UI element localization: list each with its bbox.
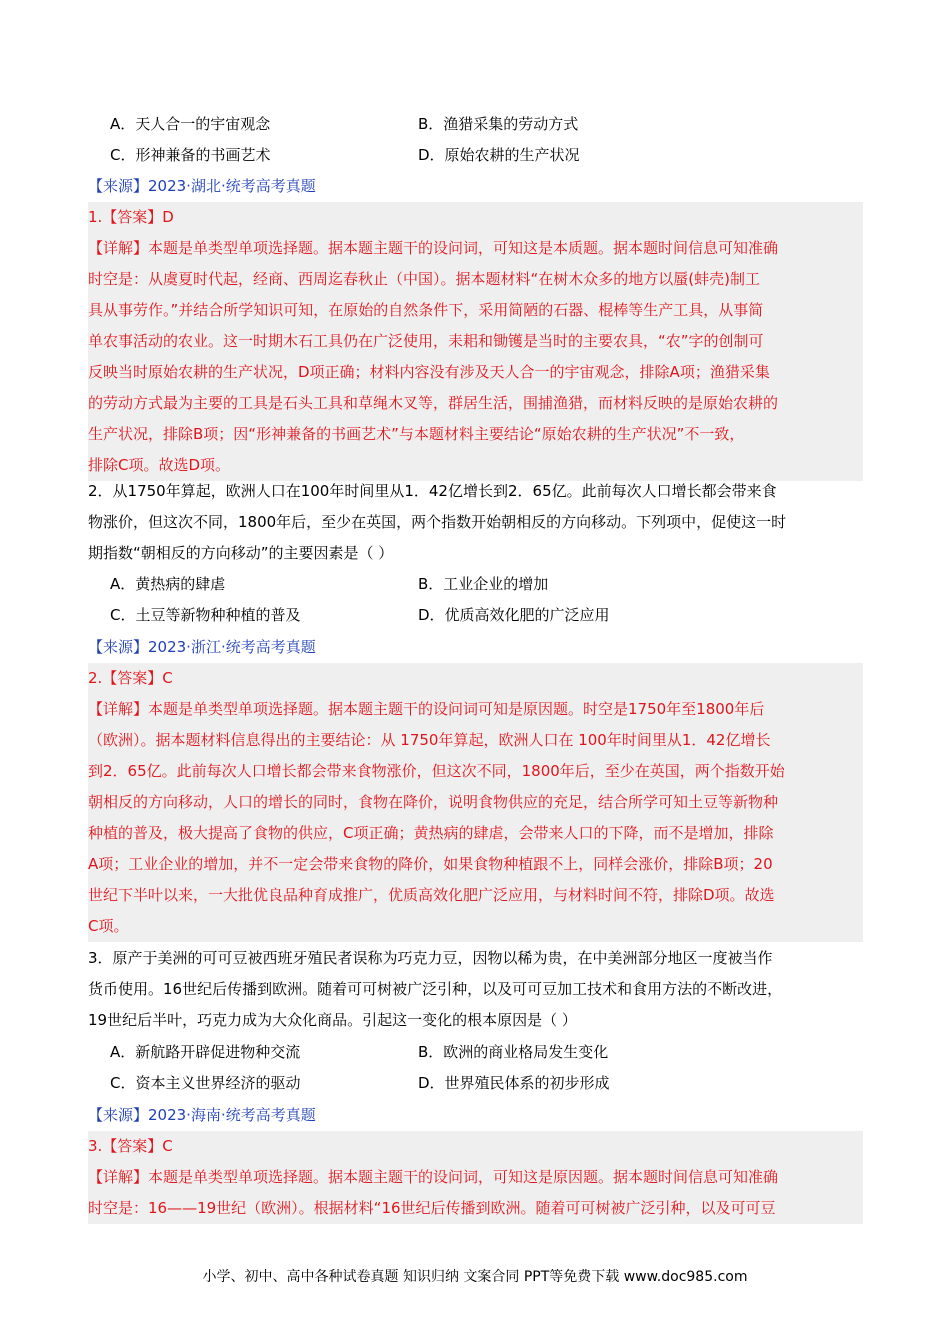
- q2-explanation-line: 世纪下半叶以来，一大批优良品种育成推广，优质高效化肥广泛应用，与材料时间不符，排除D项。故选: [88, 886, 775, 904]
- q1-explanation-line: 排除C项。故选D项。: [88, 456, 231, 474]
- q1-options: [110, 109, 870, 171]
- q3-explanation-line: 【详解】本题是单类型单项选择题。据本题主题干的设问词，可知这是原因题。据本题时间信息可知准确: [88, 1168, 779, 1186]
- q2-explanation-line: （欧洲）。据本题材料信息得出的主要结论：从 1750年算起，欧洲人口在 100年时间里从1．42亿增长: [88, 731, 771, 749]
- q3-answer-label: 3.【答案】C: [88, 1137, 173, 1155]
- q3-stem: [88, 943, 863, 1036]
- q1-option-b[interactable]: B．渔猎采集的劳动方式: [418, 115, 579, 133]
- q3-option-c[interactable]: C．资本主义世界经济的驱动: [110, 1074, 301, 1092]
- q2-answer-label: 2.【答案】C: [88, 669, 173, 687]
- q2-explanation-line: 朝相反的方向移动，人口的增长的同时，食物在降价，说明食物供应的充足，结合所学可知土豆等新物种: [88, 793, 779, 811]
- q3-stem-line: 19世纪后半叶，巧克力成为大众化商品。引起这一变化的根本原因是（ ）: [88, 1011, 577, 1029]
- q3-stem-line: 3．原产于美洲的可可豆被西班牙殖民者误称为巧克力豆，因物以稀为贵，在中美洲部分地区一度被当作: [88, 949, 773, 967]
- q2-stem-line: 物涨价，但这次不同，1800年后，至少在英国，两个指数开始朝相反的方向移动。下列项中，促使这一时: [88, 513, 787, 531]
- q1-option-a[interactable]: A．天人合一的宇宙观念: [110, 115, 271, 133]
- q2-option-c[interactable]: C．土豆等新物种种植的普及: [110, 606, 301, 624]
- option-row: [110, 1037, 870, 1068]
- q1-explanation-line: 单农事活动的农业。这一时期木石工具仍在广泛使用，耒耜和锄镬是当时的主要农具，“农”字的创制可: [88, 332, 764, 350]
- option-row: [110, 600, 870, 631]
- q2-option-b[interactable]: B．工业企业的增加: [418, 575, 549, 593]
- q2-option-a[interactable]: A．黄热病的肆虐: [110, 575, 226, 593]
- q3-explanation-line: 时空是：16——19世纪（欧洲）。根据材料“16世纪后传播到欧洲。随着可可树被广泛引种，以及可可豆: [88, 1199, 776, 1217]
- q1-explanation-line: 反映当时原始农耕的生产状况，D项正确；材料内容没有涉及天人合一的宇宙观念，排除A项；渔猎采集: [88, 363, 770, 381]
- q3-option-b[interactable]: B．欧洲的商业格局发生变化: [418, 1043, 609, 1061]
- q3-answer-block: [88, 1131, 863, 1224]
- q2-explanation-line: 到2．65亿。此前每次人口增长都会带来食物涨价，但这次不同，1800年后，至少在英国，两个指数开始: [88, 762, 785, 780]
- q1-source: 【来源】2023·湖北·统考高考真题: [88, 177, 316, 195]
- q2-stem-line: 2．从1750年算起，欧洲人口在100年时间里从1．42亿增长到2．65亿。此前每次人口增长都会带来食: [88, 482, 777, 500]
- q1-answer-label: 1.【答案】D: [88, 208, 174, 226]
- option-row: [110, 109, 870, 140]
- option-row: [110, 1068, 870, 1099]
- q3-stem-line: 货币使用。16世纪后传播到欧洲。随着可可树被广泛引种，以及可可豆加工技术和食用方法的不断改进，: [88, 980, 783, 998]
- q1-option-c[interactable]: C．形神兼备的书画艺术: [110, 146, 271, 164]
- q3-option-a[interactable]: A．新航路开辟促进物种交流: [110, 1043, 301, 1061]
- q3-options: [110, 1037, 870, 1099]
- q1-explanation-line: 生产状况，排除B项；因“形神兼备的书画艺术”与本题材料主要结论“原始农耕的生产状况”不一致，: [88, 425, 745, 443]
- q1-explanation-line: 具从事劳作。”并结合所学知识可知，在原始的自然条件下，采用简陋的石器、棍棒等生产工具，从事简: [88, 301, 764, 319]
- q2-answer-block: [88, 663, 863, 942]
- q1-option-d[interactable]: D．原始农耕的生产状况: [418, 146, 580, 164]
- q1-explanation-line: 【详解】本题是单类型单项选择题。据本题主题干的设问词，可知这是本质题。据本题时间信息可知准确: [88, 239, 779, 257]
- option-row: [110, 140, 870, 171]
- q1-answer-block: [88, 202, 863, 481]
- q2-explanation-line: A项；工业企业的增加，并不一定会带来食物的降价，如果食物种植跟不上，同样会涨价，排除B项；20: [88, 855, 773, 873]
- q2-explanation-line: C项。: [88, 917, 129, 935]
- page-footer: 小学、初中、高中各种试卷真题 知识归纳 文案合同 PPT等免费下载 www.doc985.com: [202, 1269, 748, 1285]
- q3-source: 【来源】2023·海南·统考高考真题: [88, 1106, 316, 1124]
- q3-option-d[interactable]: D．世界殖民体系的初步形成: [418, 1074, 610, 1092]
- option-row: [110, 569, 870, 600]
- q2-source: 【来源】2023·浙江·统考高考真题: [88, 638, 316, 656]
- q2-explanation-line: 【详解】本题是单类型单项选择题。据本题主题干的设问词可知是原因题。时空是1750年至1800年后: [88, 700, 765, 718]
- q1-explanation-line: 时空是：从虞夏时代起，经商、西周迄春秋止（中国）。据本题材料“在树木众多的地方以蜃(蚌壳)制工: [88, 270, 760, 288]
- q2-options: [110, 569, 870, 631]
- q2-explanation-line: 种植的普及，极大提高了食物的供应，C项正确；黄热病的肆虐，会带来人口的下降，而不是增加，排除: [88, 824, 774, 842]
- q2-stem: [88, 476, 863, 569]
- q2-stem-line: 期指数“朝相反的方向移动”的主要因素是（ ）: [88, 544, 394, 562]
- q1-explanation-line: 的劳动方式最为主要的工具是石头工具和草绳木叉等，群居生活，围捕渔猎，而材料反映的是原始农耕的: [88, 394, 779, 412]
- q2-option-d[interactable]: D．优质高效化肥的广泛应用: [418, 606, 610, 624]
